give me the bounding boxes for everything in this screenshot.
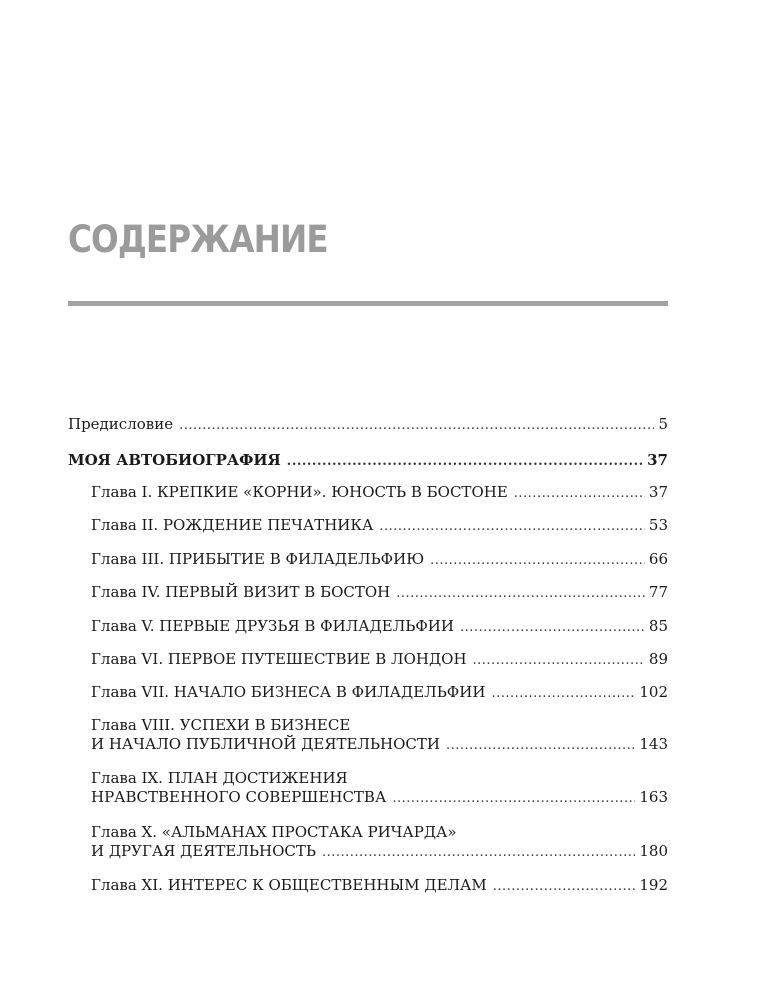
toc-page-number: 102 <box>639 683 668 701</box>
toc-entry-label: Глава VII. НАЧАЛО БИЗНЕСА В ФИЛАДЕЛЬФИИ <box>91 683 486 701</box>
dot-leader <box>473 651 645 670</box>
page-title: СОДЕРЖАНИЕ <box>68 218 328 261</box>
toc-page-number: 5 <box>658 415 668 433</box>
toc-entry-label: Глава XI. ИНТЕРЕС К ОБЩЕСТВЕННЫМ ДЕЛАМ <box>91 876 487 894</box>
dot-leader <box>446 736 635 755</box>
toc-entry-chapter-9[interactable] <box>91 769 668 808</box>
dot-leader <box>430 551 645 570</box>
toc-entry-label: Глава II. РОЖДЕНИЕ ПЕЧАТНИКА <box>91 516 374 534</box>
toc-entry-label: Глава I. КРЕПКИЕ «КОРНИ». ЮНОСТЬ В БОСТОНЕ <box>91 483 508 501</box>
toc-entry-chapter-10[interactable] <box>91 823 668 862</box>
toc-page-number: 37 <box>647 451 668 469</box>
toc-entry-chapter-5[interactable] <box>91 617 668 637</box>
toc-entry-chapter-2[interactable] <box>91 516 668 536</box>
toc-entry-chapter-8[interactable] <box>91 716 668 755</box>
toc-entry-chapter-6[interactable] <box>91 650 668 670</box>
toc-entry-label: Глава V. ПЕРВЫЕ ДРУЗЬЯ В ФИЛАДЕЛЬФИИ <box>91 617 454 635</box>
toc-page-number: 66 <box>648 550 668 568</box>
dot-leader <box>287 452 643 471</box>
toc-page-number: 163 <box>639 788 668 806</box>
toc-entry-label: НРАВСТВЕННОГО СОВЕРШЕНСТВА <box>91 788 387 806</box>
toc-page-number: 85 <box>648 617 668 635</box>
dot-leader <box>379 517 645 536</box>
dot-leader <box>396 584 645 603</box>
toc-entry-first-line: Глава VIII. УСПЕХИ В БИЗНЕСЕ <box>91 716 351 734</box>
toc-entry-chapter-3[interactable] <box>91 550 668 570</box>
toc-entry-chapter-11[interactable] <box>91 876 668 896</box>
dot-leader <box>179 416 654 435</box>
toc-page-number: 53 <box>648 516 668 534</box>
toc-page-number: 89 <box>648 650 668 668</box>
dot-leader <box>322 843 635 862</box>
toc-page-number: 180 <box>639 842 668 860</box>
toc-entry-chapter-1[interactable] <box>91 483 668 503</box>
toc-page-number: 37 <box>648 483 668 501</box>
dot-leader <box>493 877 636 896</box>
toc-entry-label: Глава III. ПРИБЫТИЕ В ФИЛАДЕЛЬФИЮ <box>91 550 425 568</box>
toc-entry-label: Глава IV. ПЕРВЫЙ ВИЗИТ В БОСТОН <box>91 583 391 601</box>
toc-entry-chapter-4[interactable] <box>91 583 668 603</box>
toc-entry-label: Глава VI. ПЕРВОЕ ПУТЕШЕСТВИЕ В ЛОНДОН <box>91 650 467 668</box>
toc-entry-preface[interactable] <box>68 415 668 435</box>
toc-entry-my-autobiography[interactable] <box>68 451 668 471</box>
dot-leader <box>392 789 635 808</box>
toc-page-number: 77 <box>648 583 668 601</box>
toc-entry-label: И НАЧАЛО ПУБЛИЧНОЙ ДЕЯТЕЛЬНОСТИ <box>91 735 440 753</box>
toc-entry-first-line: Глава IX. ПЛАН ДОСТИЖЕНИЯ <box>91 769 348 787</box>
toc-page-number: 192 <box>639 876 668 894</box>
toc-page-number: 143 <box>639 735 668 753</box>
toc-entry-label: Предисловие <box>68 415 174 433</box>
toc-entry-label: И ДРУГАЯ ДЕЯТЕЛЬНОСТЬ <box>91 842 316 860</box>
toc-entry-label: МОЯ АВТОБИОГРАФИЯ <box>68 451 281 469</box>
dot-leader <box>491 684 635 703</box>
toc-entry-first-line: Глава X. «АЛЬМАНАХ ПРОСТАКА РИЧАРДА» <box>91 823 457 841</box>
dot-leader <box>460 618 645 637</box>
dot-leader <box>514 484 645 503</box>
title-divider <box>68 301 668 306</box>
toc-entry-chapter-7[interactable] <box>91 683 668 703</box>
